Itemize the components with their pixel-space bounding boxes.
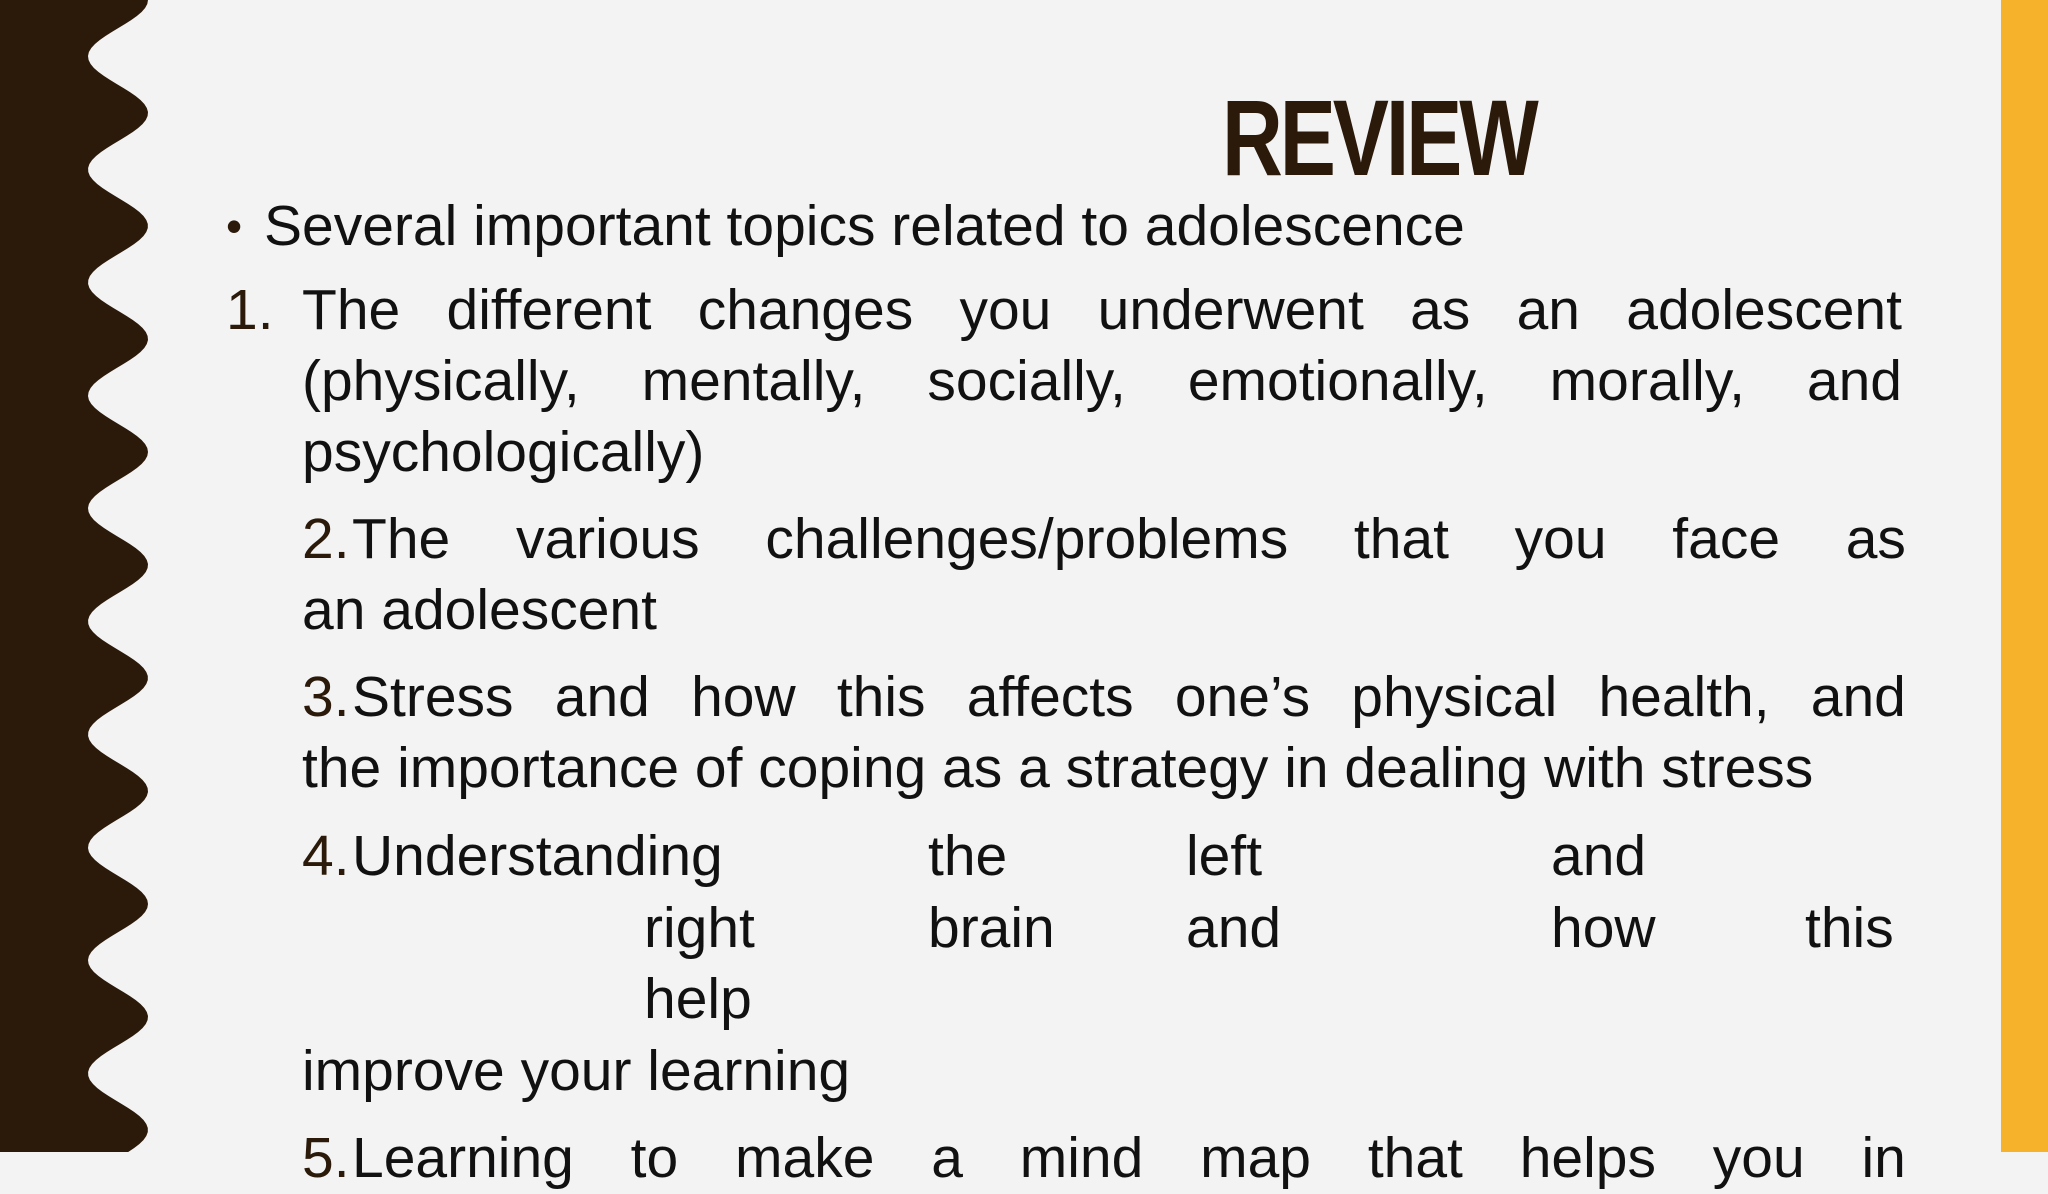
item-1-line-1-word: changes [697, 278, 914, 342]
item-5-line-1-word: mind [1019, 1126, 1144, 1190]
item-2-line-1-word: challenges/problems [765, 507, 1289, 571]
item-5-line-1-word: that [1367, 1126, 1463, 1190]
item-1-line-2-word: and [1806, 349, 1902, 413]
item-2-line-1-word: you [1514, 507, 1607, 571]
item-5-line-1-word: in [1861, 1126, 1906, 1190]
item-5-line-1 [352, 1122, 1906, 1194]
item-3-line-2: the importance of coping as a strategy in dealing with stress [302, 736, 1814, 800]
item-1-line-2 [302, 345, 1902, 417]
item-1-line-2-word: mentally, [641, 349, 866, 413]
item-5-line-1-word: map [1200, 1126, 1311, 1190]
item-3-line-1-word: and [1810, 665, 1906, 729]
item-2-line-1 [352, 503, 1906, 575]
item-3-line-1-word: affects [966, 665, 1134, 729]
intro-bullet-text: Several important topics related to adolescence [264, 194, 1465, 258]
item-1-line-1-word: you [959, 278, 1052, 342]
item-4-word-and-1: and [1551, 824, 1647, 888]
item-4-line-last: improve your learning [302, 1039, 851, 1103]
item-4-word-right: right [644, 896, 755, 960]
item-3-number: 3. [302, 665, 350, 729]
item-1-line-3: psychologically) [302, 420, 705, 484]
item-4-word-the: the [928, 824, 1008, 888]
item-3-line-1-word: this [836, 665, 926, 729]
item-4-word-this: this [1805, 896, 1894, 960]
item-5-line-1-word: a [931, 1126, 963, 1190]
item-3-line-1-word: health, [1598, 665, 1770, 729]
item-5-number: 5. [302, 1126, 350, 1190]
item-1-line-1 [302, 274, 1902, 346]
item-2-number: 2. [302, 507, 350, 571]
item-2-line-1-word: various [515, 507, 700, 571]
item-4-word-help: help [644, 967, 752, 1031]
item-1-line-2-word: emotionally, [1187, 349, 1488, 413]
item-3-line-1-word: Stress [352, 665, 514, 729]
item-1-line-1-word: as [1410, 278, 1471, 342]
item-5-line-1-word: helps [1519, 1126, 1656, 1190]
item-1-line-1-word: an [1516, 278, 1580, 342]
item-3-line-1-word: physical [1351, 665, 1558, 729]
item-4-number: 4. [302, 824, 350, 888]
left-wavy-border [0, 0, 160, 1152]
item-4-word-left: left [1186, 824, 1263, 888]
item-4-word-brain: brain [928, 896, 1055, 960]
item-1-line-1-word: The [302, 278, 401, 342]
item-1-line-1-word: underwent [1097, 278, 1364, 342]
item-5-line-1-word: you [1712, 1126, 1805, 1190]
item-2-line-2: an adolescent [302, 578, 657, 642]
item-5-line-1-word: make [735, 1126, 875, 1190]
item-4-word-how: how [1551, 896, 1656, 960]
bullet-icon: • [226, 200, 243, 252]
item-4-word-and-2: and [1186, 896, 1282, 960]
item-5-line-1-word: to [630, 1126, 679, 1190]
item-3-line-1-word: one’s [1174, 665, 1311, 729]
item-1-line-2-word: (physically, [302, 349, 580, 413]
item-3-line-1-word: and [554, 665, 650, 729]
item-1-line-1-word: adolescent [1626, 278, 1902, 342]
item-5-line-1-word: Learning [352, 1126, 574, 1190]
item-2-line-1-word: face [1672, 507, 1781, 571]
item-2-line-1-word: as [1845, 507, 1906, 571]
item-2-line-1-word: The [352, 507, 451, 571]
item-1-number: 1. [226, 278, 274, 342]
item-1-line-2-word: morally, [1549, 349, 1745, 413]
item-3-line-1 [352, 661, 1906, 733]
right-accent-stripe [2001, 0, 2048, 1152]
item-1-line-1-word: different [446, 278, 652, 342]
item-3-line-1-word: how [691, 665, 796, 729]
slide-title: REVIEW [1222, 77, 1536, 198]
item-4-word-understanding: Understanding [352, 824, 723, 888]
item-2-line-1-word: that [1353, 507, 1449, 571]
item-1-line-2-word: socially, [927, 349, 1126, 413]
